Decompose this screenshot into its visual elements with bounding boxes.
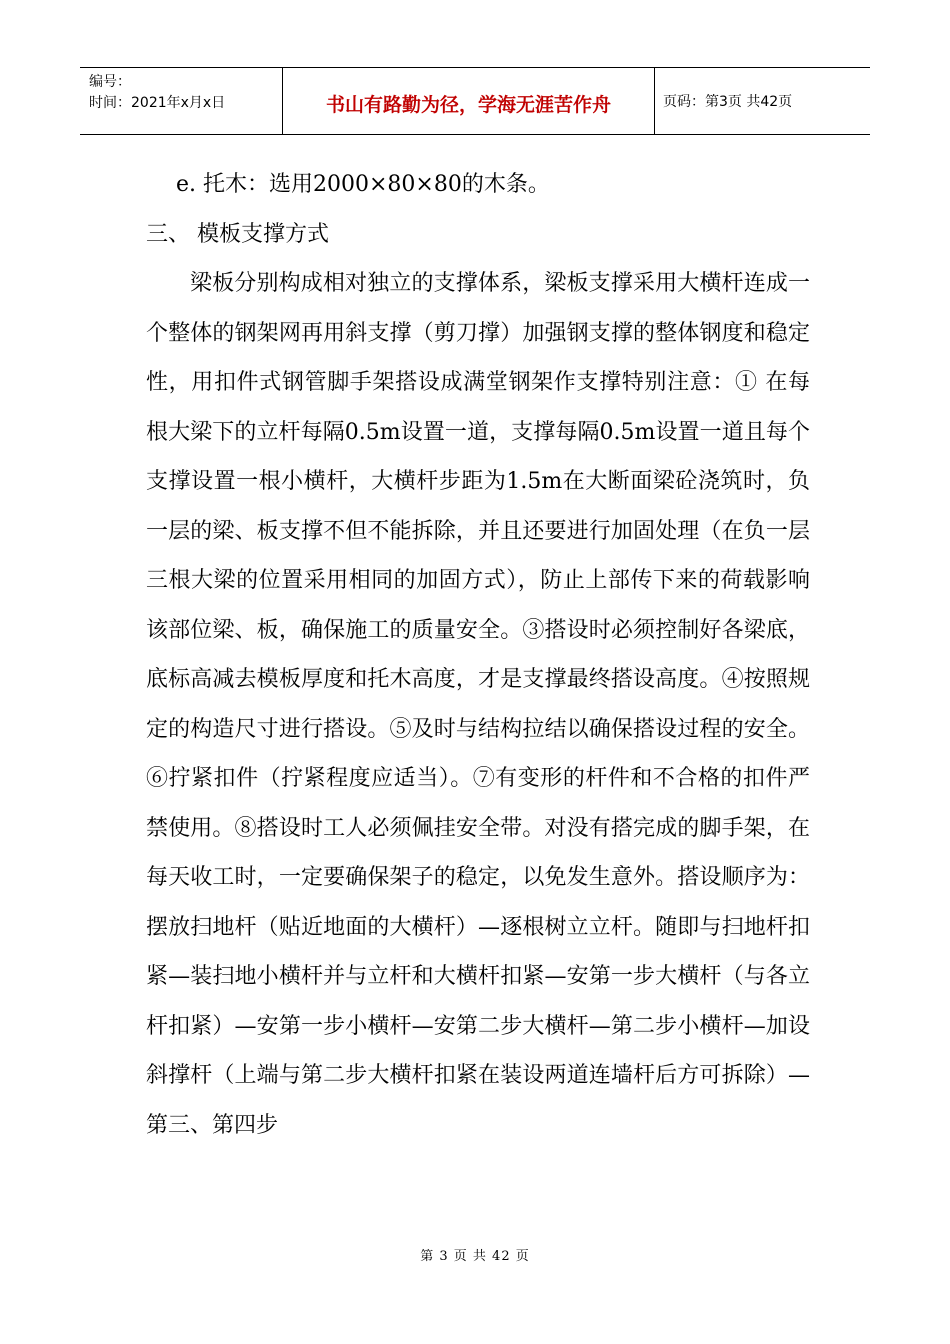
page-header [80, 67, 870, 135]
page-footer: 第 3 页 共 42 页 [420, 1249, 530, 1264]
header-motto: 书山有路勤为径，学海无涯苦作舟 [283, 68, 655, 134]
header-page-info: 页码：第3页 共42页 [663, 94, 793, 110]
section-heading: 三、 模板支撑方式 [146, 221, 329, 247]
time-label: 时间：2021年x月x日 [89, 95, 226, 111]
header-meta [80, 68, 283, 134]
code-label: 编号： [89, 74, 131, 90]
body-paragraph: 梁板分别构成相对独立的支撑体系，梁板支撑采用大横杆连成一个整体的钢架网再用斜支撑（剪刀撑）加强钢支撑的整体钢度和稳定性，用扣件式钢管脚手架搭设成满堂钢架作支撑特别注意：① 在每根大梁下的立杆每隔0.5m设置一道，支撑每隔0.5m设置一道且每个支撑设置一根小横杆，大横杆步距为1.5m在大断面梁砼浇筑时，负一层的梁、板支撑不但不能拆除，并且还要进行加固处理（在负一层三根大梁的位置采用相同的加固方式），防止上部传下来的荷载影响该部位梁、板，确保施工的质量安全。③搭设时必须控制好各梁底，底标高减去模板厚度和托木高度，才是支撑最终搭设高度。④按照规定的构造尺寸进行搭设。⑤及时与结构拉结以确保搭设过程的安全。⑥拧紧扣件（拧紧程度应适当）。⑦有变形的杆件和不合格的扣件严禁使用。⑧搭设时工人必须佩挂安全带。对没有搭完成的脚手架，在每天收工时，一定要确保架子的稳定，以免发生意外。搭设顺序为：摆放扫地杆（贴近地面的大横杆）—逐根树立立杆。随即与扫地杆扣紧—装扫地小横杆并与立杆和大横杆扣紧—安第一步大横杆（与各立杆扣紧）—安第一步小横杆—安第二步大横杆—第二步小横杆—加设斜撑杆（上端与第二步大横杆扣紧在装设两道连墙杆后方可拆除）—第三、第四步 [146, 271, 810, 1138]
item-e: e. 托木：选用2000×80×80的木条。 [176, 172, 550, 197]
document-body [146, 160, 810, 1150]
